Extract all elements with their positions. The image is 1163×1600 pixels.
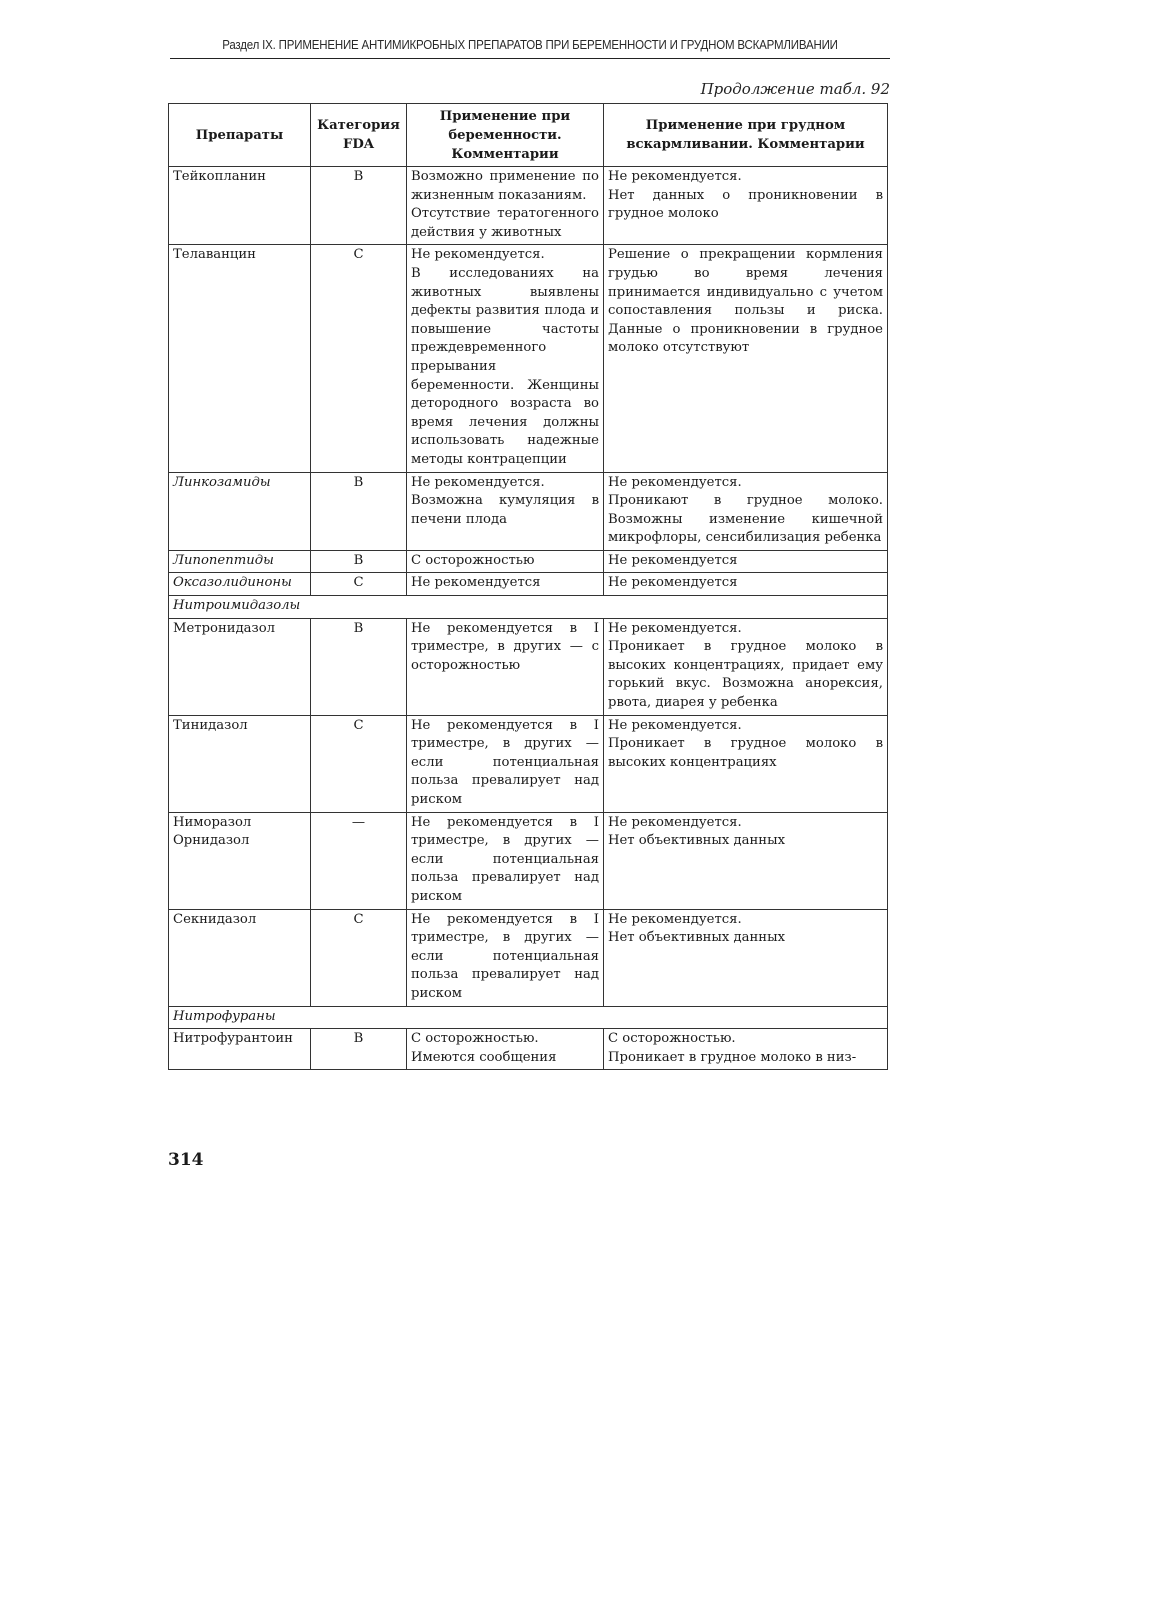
comment-paragraph: В исследованиях на животных выявлены дефекты развития плода и повышение частоты преждевременного прерывания беременности. Женщины детородного возраста во время лечения должны использовать надежные методы контрацепции	[411, 265, 599, 467]
fda-category-cell: B	[311, 1029, 407, 1070]
comment-paragraph: Не рекомендуется.	[608, 620, 742, 636]
fda-category-cell: B	[311, 618, 407, 715]
comment-paragraph: Нет объективных данных	[608, 833, 786, 849]
comment-paragraph: Отсутствие тератогенного действия у животных	[411, 206, 599, 240]
lactation-comment-cell	[604, 167, 888, 245]
lactation-comment-cell	[604, 1029, 888, 1070]
table-row	[169, 909, 888, 1006]
table-row	[169, 1029, 888, 1070]
group-heading: Нитрофураны	[169, 1006, 888, 1029]
fda-category-cell: B	[311, 550, 407, 573]
pregnancy-comment-cell	[407, 715, 604, 812]
comment-paragraph: С осторожностью	[411, 552, 535, 568]
pregnancy-comment-cell	[407, 812, 604, 909]
drug-name-cell: Нитрофурантоин	[169, 1029, 311, 1070]
comment-paragraph: Проникает в грудное молоко в низ-	[608, 1049, 857, 1065]
comment-paragraph: Проникает в грудное молоко в высоких концентрациях	[608, 736, 883, 770]
comment-paragraph: Не рекомендуется.	[608, 169, 742, 184]
table-header-row	[169, 104, 888, 167]
column-header-pregnancy: Применение при беременности. Комментарии	[407, 104, 604, 167]
comment-paragraph: Возможно применение по жизненным показаниям.	[411, 169, 599, 203]
table-row	[169, 812, 888, 909]
fda-category-cell: C	[311, 573, 407, 596]
drug-name-cell: Оксазолидиноны	[169, 573, 311, 596]
pregnancy-comment-cell	[407, 618, 604, 715]
comment-paragraph: Не рекомендуется в I триместре, в других — если потенциальная польза превалирует над риском	[411, 717, 599, 807]
comment-paragraph: Не рекомендуется	[608, 552, 738, 568]
comment-paragraph: Не рекомендуется.	[608, 814, 742, 830]
table-row	[169, 618, 888, 715]
comment-paragraph: Не рекомендуется.	[411, 247, 545, 263]
table-row	[169, 245, 888, 472]
comment-paragraph: Имеются сообщения	[411, 1049, 557, 1065]
comment-paragraph: Проникают в грудное молоко. Возможны изменение кишечной микрофлоры, сенсибилизация ребенка	[608, 493, 883, 546]
drug-name-cell: Метронидазол	[169, 618, 311, 715]
drug-name-cell: Ниморазол Орнидазол	[169, 812, 311, 909]
pregnancy-comment-cell	[407, 472, 604, 550]
fda-category-cell: B	[311, 167, 407, 245]
comment-paragraph: Не рекомендуется в I триместре, в других — с осторожностью	[411, 620, 599, 673]
drug-name-cell: Секнидазол	[169, 909, 311, 1006]
fda-category-cell: B	[311, 472, 407, 550]
comment-paragraph: Не рекомендуется.	[411, 474, 545, 490]
comment-paragraph: Не рекомендуется.	[608, 911, 742, 927]
lactation-comment-cell	[604, 618, 888, 715]
pregnancy-comment-cell	[407, 573, 604, 596]
fda-category-cell: C	[311, 715, 407, 812]
table-continuation-label: Продолжение табл. 92	[700, 80, 890, 98]
table-group-row	[169, 596, 888, 619]
lactation-comment-cell	[604, 715, 888, 812]
comment-paragraph: С осторожностью.	[411, 1031, 539, 1047]
comment-paragraph: С осторожностью.	[608, 1031, 736, 1047]
running-head: Раздел IX. ПРИМЕНЕНИЕ АНТИМИКРОБНЫХ ПРЕПАРАТОВ ПРИ БЕРЕМЕННОСТИ И ГРУДНОМ ВСКАРМЛИВАНИИ	[222, 38, 838, 52]
comment-paragraph: Не рекомендуется.	[608, 717, 742, 733]
pregnancy-comment-cell	[407, 909, 604, 1006]
table-group-row	[169, 1006, 888, 1029]
drug-name-cell: Тейкопланин	[169, 167, 311, 245]
comment-paragraph: Нет объективных данных	[608, 930, 786, 946]
lactation-comment-cell	[604, 550, 888, 573]
table-row	[169, 573, 888, 596]
column-header-fda-category: Категория FDA	[311, 104, 407, 167]
column-header-lactation: Применение при грудном вскармливании. Комментарии	[604, 104, 888, 167]
drug-table	[168, 103, 888, 1070]
comment-paragraph: Не рекомендуется	[411, 575, 541, 591]
comment-paragraph: Возможна кумуляция в печени плода	[411, 493, 599, 527]
comment-paragraph: Нет данных о проникновении в грудное молоко	[608, 187, 883, 222]
header-rule	[170, 58, 890, 59]
drug-name-cell: Линкозамиды	[169, 472, 311, 550]
comment-paragraph: Решение о прекращении кормления грудью во время лечения принимается индивидуально с учетом сопоставления пользы и риска. Данные о проникновении в грудное молоко отсутствуют	[608, 247, 883, 356]
pregnancy-comment-cell	[407, 1029, 604, 1070]
comment-paragraph: Не рекомендуется.	[608, 474, 742, 490]
fda-category-cell: C	[311, 909, 407, 1006]
fda-category-cell: —	[311, 812, 407, 909]
comment-paragraph: Не рекомендуется	[608, 575, 738, 591]
fda-category-cell: C	[311, 245, 407, 472]
lactation-comment-cell	[604, 472, 888, 550]
page-number: 314	[168, 1150, 204, 1170]
drug-name-cell: Тинидазол	[169, 715, 311, 812]
drug-name-cell: Телаванцин	[169, 245, 311, 472]
column-header-drugs: Препараты	[169, 104, 311, 167]
pregnancy-comment-cell	[407, 167, 604, 245]
lactation-comment-cell	[604, 245, 888, 472]
lactation-comment-cell	[604, 909, 888, 1006]
table-body	[169, 167, 888, 1070]
group-heading: Нитроимидазолы	[169, 596, 888, 619]
drug-name-cell: Липопептиды	[169, 550, 311, 573]
lactation-comment-cell	[604, 573, 888, 596]
comment-paragraph: Не рекомендуется в I триместре, в других — если потенциальная польза превалирует над риском	[411, 911, 599, 1001]
table-row	[169, 167, 888, 245]
table-row	[169, 550, 888, 573]
table-row	[169, 472, 888, 550]
table-row	[169, 715, 888, 812]
pregnancy-comment-cell	[407, 550, 604, 573]
pregnancy-comment-cell	[407, 245, 604, 472]
comment-paragraph: Проникает в грудное молоко в высоких концентрациях, придает ему горький вкус. Возможна анорексия, рвота, диарея у ребенка	[608, 639, 883, 711]
lactation-comment-cell	[604, 812, 888, 909]
comment-paragraph: Не рекомендуется в I триместре, в других — если потенциальная польза превалирует над риском	[411, 814, 599, 904]
